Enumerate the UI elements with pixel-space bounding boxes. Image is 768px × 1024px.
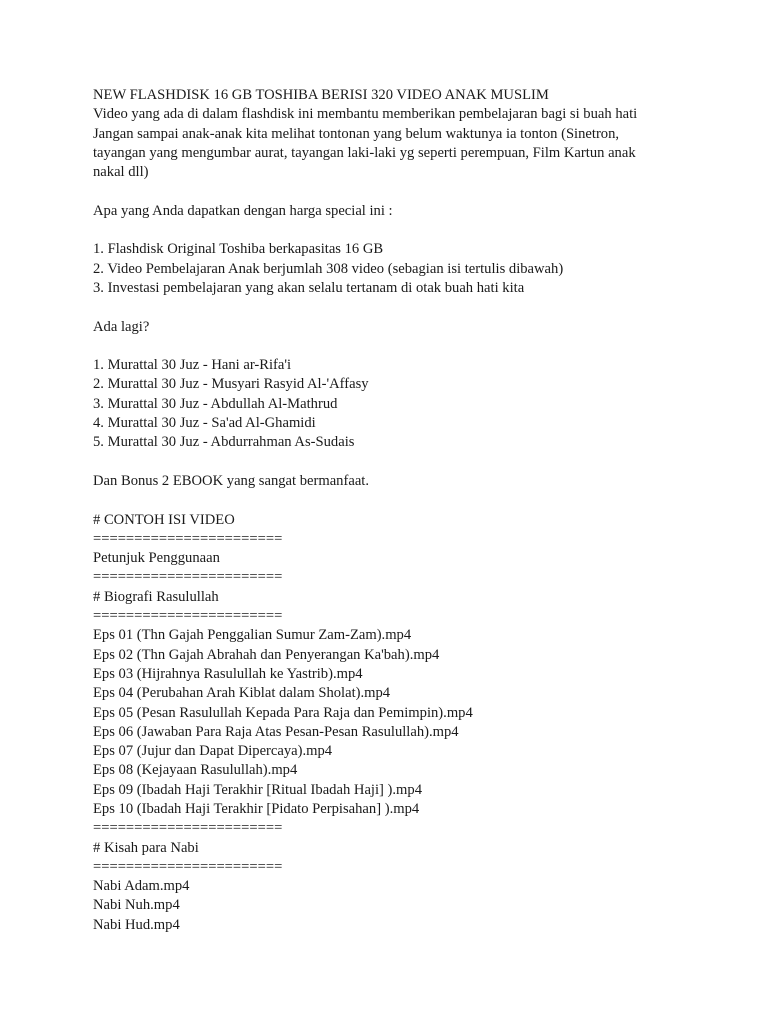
episode-file: Eps 07 (Jujur dan Dapat Dipercaya).mp4 — [93, 743, 333, 760]
bonus-text: Dan Bonus 2 EBOOK yang sangat bermanfaat. — [93, 472, 369, 489]
separator-line: ======================= — [93, 820, 283, 837]
murattal-item: 5. Murattal 30 Juz - Abdurrahman As-Sudais — [93, 434, 355, 451]
episode-file: Eps 04 (Perubahan Arah Kiblat dalam Sholat).mp4 — [93, 685, 391, 702]
murattal-item: 1. Murattal 30 Juz - Hani ar-Rifa'i — [93, 357, 292, 374]
offer-question: Apa yang Anda dapatkan dengan harga special ini : — [93, 202, 393, 219]
document-page — [93, 86, 713, 935]
more-question: Ada lagi? — [93, 318, 150, 335]
paragraph-gap — [93, 337, 713, 356]
episode-file: Eps 02 (Thn Gajah Abrahah dan Penyerangan Ka'bah).mp4 — [93, 646, 440, 663]
guide-item: Petunjuk Penggunaan — [93, 550, 220, 567]
intro-line: tayangan yang mengumbar aurat, tayangan laki-laki yg seperti perempuan, Film Kartun anak — [93, 144, 636, 161]
document-title: NEW FLASHDISK 16 GB TOSHIBA BERISI 320 VIDEO ANAK MUSLIM — [93, 87, 549, 103]
separator-line: ======================= — [93, 608, 283, 625]
episode-file: Eps 06 (Jawaban Para Raja Atas Pesan-Pesan Rasulullah).mp4 — [93, 723, 459, 740]
contents-heading: # CONTOH ISI VIDEO — [93, 511, 235, 528]
offer-item: 3. Investasi pembelajaran yang akan selalu tertanam di otak buah hati kita — [93, 279, 525, 296]
biography-heading: # Biografi Rasulullah — [93, 588, 219, 605]
murattal-item: 4. Murattal 30 Juz - Sa'ad Al-Ghamidi — [93, 415, 316, 432]
murattal-item: 3. Murattal 30 Juz - Abdullah Al-Mathrud — [93, 395, 338, 412]
prophet-file: Nabi Nuh.mp4 — [93, 897, 180, 914]
paragraph-gap — [93, 491, 713, 510]
offer-item: 1. Flashdisk Original Toshiba berkapasitas 16 GB — [93, 241, 384, 258]
paragraph-gap — [93, 221, 713, 240]
paragraph-gap — [93, 298, 713, 317]
offer-item: 2. Video Pembelajaran Anak berjumlah 308 video (sebagian isi tertulis dibawah) — [93, 260, 564, 277]
intro-line: Video yang ada di dalam flashdisk ini membantu memberikan pembelajaran bagi si buah hati — [93, 106, 638, 123]
separator-line: ======================= — [93, 858, 283, 875]
episode-file: Eps 03 (Hijrahnya Rasulullah ke Yastrib).mp4 — [93, 665, 363, 682]
episode-file: Eps 01 (Thn Gajah Penggalian Sumur Zam-Zam).mp4 — [93, 627, 412, 644]
intro-line: nakal dll) — [93, 164, 149, 181]
paragraph-gap — [93, 182, 713, 201]
prophet-file: Nabi Hud.mp4 — [93, 916, 180, 933]
murattal-item: 2. Murattal 30 Juz - Musyari Rasyid Al-'Affasy — [93, 376, 369, 393]
prophets-heading: # Kisah para Nabi — [93, 839, 199, 856]
paragraph-gap — [93, 453, 713, 472]
prophet-file: Nabi Adam.mp4 — [93, 878, 190, 895]
separator-line: ======================= — [93, 569, 283, 586]
episode-file: Eps 10 (Ibadah Haji Terakhir [Pidato Perpisahan] ).mp4 — [93, 800, 420, 817]
episode-file: Eps 08 (Kejayaan Rasulullah).mp4 — [93, 762, 298, 779]
episode-file: Eps 09 (Ibadah Haji Terakhir [Ritual Ibadah Haji] ).mp4 — [93, 781, 422, 798]
separator-line: ======================= — [93, 530, 283, 547]
episode-file: Eps 05 (Pesan Rasulullah Kepada Para Raja dan Pemimpin).mp4 — [93, 704, 473, 721]
intro-line: Jangan sampai anak-anak kita melihat tontonan yang belum waktunya ia tonton (Sinetron, — [93, 125, 620, 142]
